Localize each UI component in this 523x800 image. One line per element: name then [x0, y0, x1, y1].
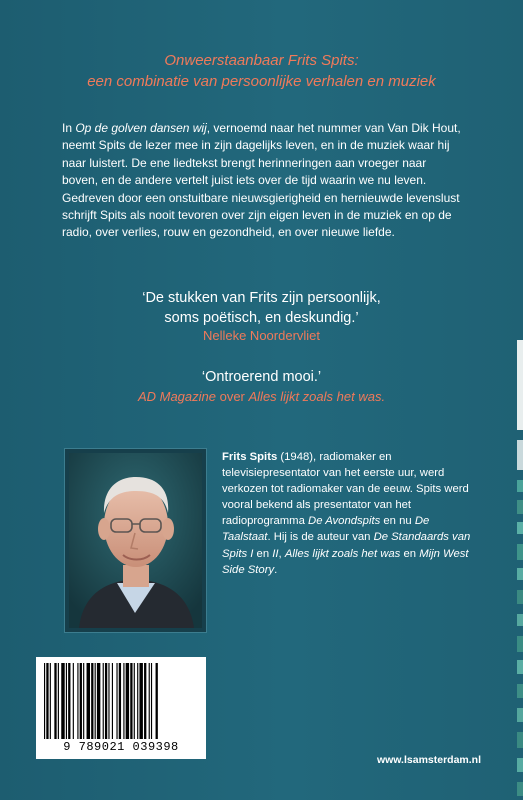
bio-text-4: en: [253, 547, 273, 560]
bio-program-2: De Taalstaat: [222, 515, 430, 544]
headline-line-1: Onweerstaanbaar Frits Spits:: [164, 52, 359, 69]
intro-book-title: Op de golven dansen wij: [75, 121, 207, 135]
bio-text-2: en nu: [380, 515, 415, 528]
quote-2-source-magazine: AD Magazine: [137, 389, 216, 404]
headline: [0, 50, 523, 92]
publisher-website[interactable]: www.lsamsterdam.nl: [376, 754, 481, 766]
isbn-number: 9 789021 039398: [63, 740, 179, 754]
bio-book-1-part-2: II: [272, 547, 279, 560]
quote-1-line-1: ‘De stukken van Frits zijn persoonlijk,: [142, 290, 381, 306]
bio-book-2: Alles lijkt zoals het was: [284, 547, 401, 560]
bio-text-7: .: [274, 563, 278, 576]
quote-1-attribution: Nelleke Noordervliet: [202, 328, 321, 343]
bio-text-1: (1948), radiomaker en televisiepresentator van het eerste uur, werd verkozen tot radiomaker van de eeuw. Spits werd vooral bekend als presentator van het radioprogramma: [222, 451, 469, 528]
quote-1-line-2: soms poëtisch, en deskundig.’: [164, 310, 359, 326]
intro-paragraph: [62, 120, 462, 242]
bio-book-3: Mijn West Side Story: [222, 547, 469, 576]
quote-2: ‘Ontroerend mooi.’: [201, 369, 322, 385]
author-name: Frits Spits: [222, 451, 278, 463]
quote-2-attribution: [0, 388, 523, 406]
bio-text-6: en: [400, 547, 420, 560]
author-photo: [69, 453, 202, 628]
quote-2-source-connector: over: [215, 389, 249, 404]
bio-text-3: . Hij is de auteur van: [267, 531, 374, 544]
author-photo-frame: [64, 448, 207, 633]
bio-text-5: ,: [278, 547, 285, 560]
bio-book-1: De Standaards van Spits I: [222, 531, 471, 560]
bio-program-1: De Avondspits: [308, 515, 381, 528]
quote-1: [0, 288, 523, 328]
author-bio: [222, 449, 476, 578]
intro-text-rest: , vernoemd naar het nummer van Van Dik Hout, neemt Spits de lezer mee in zijn dagelijks leven, en in de muziek waar hij naar luistert. De ene liedtekst brengt herinneringen aan vroeger naar boven, en de andere vertelt juist iets over de tijd waarin we nu leven. Gedreven door een onstuitbare nieuwsgierigheid en hernieuwde levenslust schrijft Spits als nooit tevoren over zijn eigen leven in de muziek en op de radio, over verlies, rouw en gezondheid, en over nieuwe liefde.: [62, 121, 461, 240]
intro-text-start: In: [62, 121, 76, 135]
isbn-barcode: [36, 657, 206, 759]
spine-edge-strip: [517, 340, 523, 800]
headline-line-2: een combinatie van persoonlijke verhalen en muziek: [87, 73, 436, 90]
barcode-bars: [44, 663, 198, 739]
quote-2-source-book: Alles lijkt zoals het was.: [248, 389, 386, 404]
